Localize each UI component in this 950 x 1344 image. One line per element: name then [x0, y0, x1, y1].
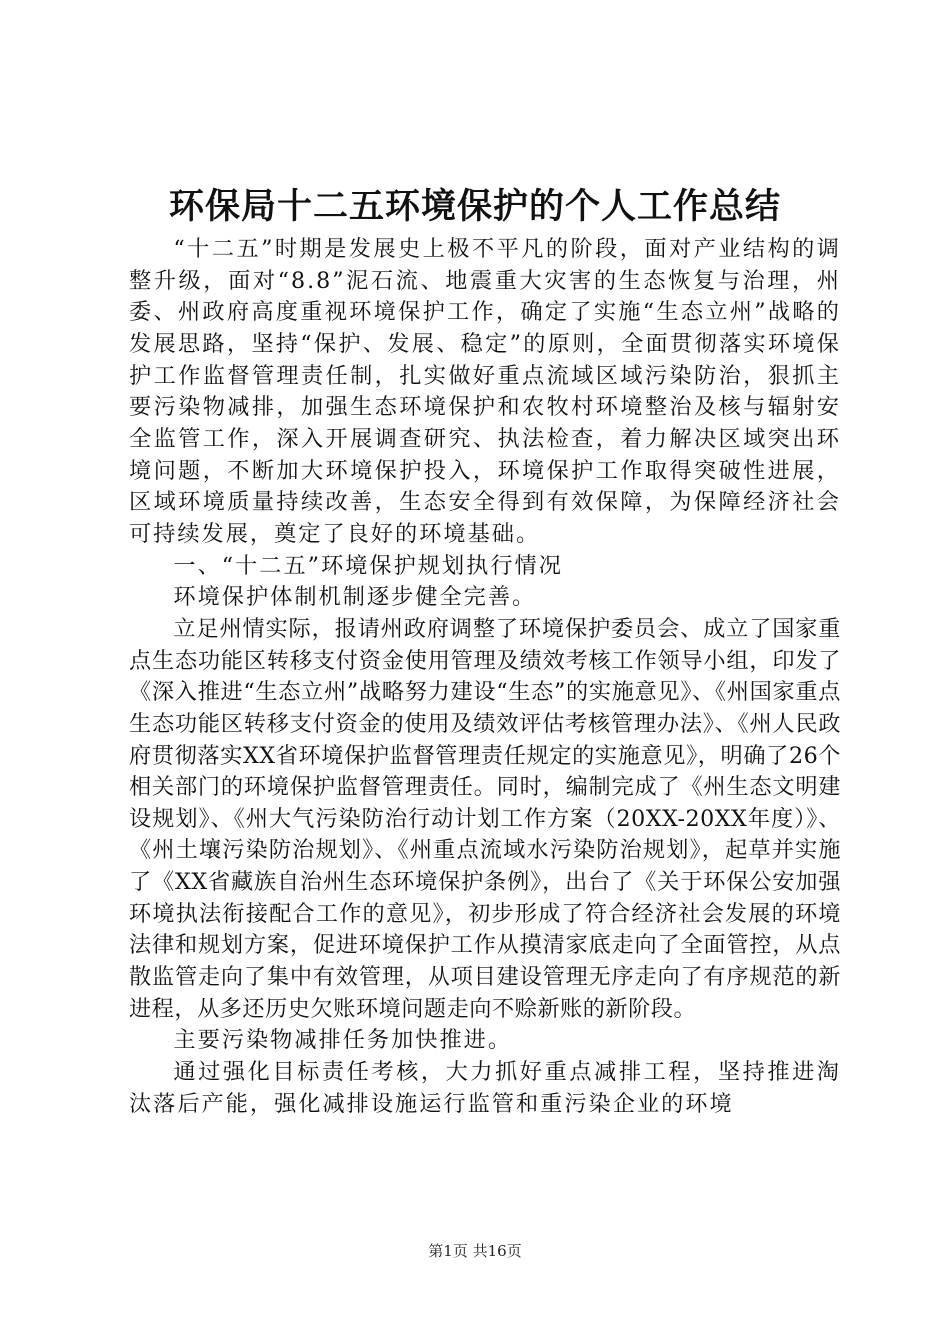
document-title: 环保局十二五环境保护的个人工作总结 — [168, 187, 781, 227]
subsection-heading: 环境保护体制机制逐步健全完善。 — [173, 584, 537, 611]
section-heading: 一、“十二五”环境保护规划执行情况 — [173, 552, 563, 579]
page-number: 第1页 共16页 — [428, 1242, 522, 1260]
paragraph-intro: “十二五”时期是发展史上极不平凡的阶段，面对产业结构的调整升级，面对“8.8”泥石流、地震重大灾害的生态恢复与治理，州委、州政府高度重视环境保护工作，确定了实施“生态立州”战略的发展思路，坚持“保护、发展、稳定”的原则，全面贯彻落实环境保护工作监督管理责任制，扎实做好重点流域区域污染防治，狠抓主要污染物减排，加强生态环境保护和农牧村环境整治及核与辐射安全监管工作，深入开展调查研究、执法检查，着力解决区域突出环境问题，不断加大环境保护投入，环境保护工作取得突破性进展，区域环境质量持续改善，生态安全得到有效保障，为保障经济社会可持续发展，奠定了良好的环境基础。 — [129, 236, 841, 547]
document-body — [129, 234, 841, 1120]
paragraph-emission-reduction: 通过强化目标责任考核，大力抓好重点减排工程，坚持推进淘汰落后产能，强化减排设施运行监管和重污染企业的环境 — [129, 1059, 841, 1117]
paragraph-system-mechanism: 立足州情实际，报请州政府调整了环境保护委员会、成立了国家重点生态功能区转移支付资金使用管理及绩效考核工作领导小组，印发了《深入推进“生态立州”战略努力建设“生态”的实施意见》、《州国家重点生态功能区转移支付资金的使用及绩效评估考核管理办法》、《州人民政府贯彻落实XX省环境保护监督管理责任规定的实施意见》，明确了26个相关部门的环境保护监督管理责任。同时，编制完成了《州生态文明建设规划》、《州大气污染防治行动计划工作方案（20XX-20XX年度）》、《州土壤污染防治规划》、《州重点流域水污染防治规划》，起草并实施了《XX省藏族自治州生态环境保护条例》，出台了《关于环保公安加强环境执法衔接配合工作的意见》，初步形成了符合经济社会发展的环境法律和规划方案，促进环境保护工作从摸清家底走向了全面管控，从点散监管走向了集中有效管理，从项目建设管理无序走向了有序规范的新进程，从多还历史欠账环境问题走向不赊新账的新阶段。 — [129, 615, 841, 1022]
subsection-heading: 主要污染物减排任务加快推进。 — [173, 1027, 513, 1054]
